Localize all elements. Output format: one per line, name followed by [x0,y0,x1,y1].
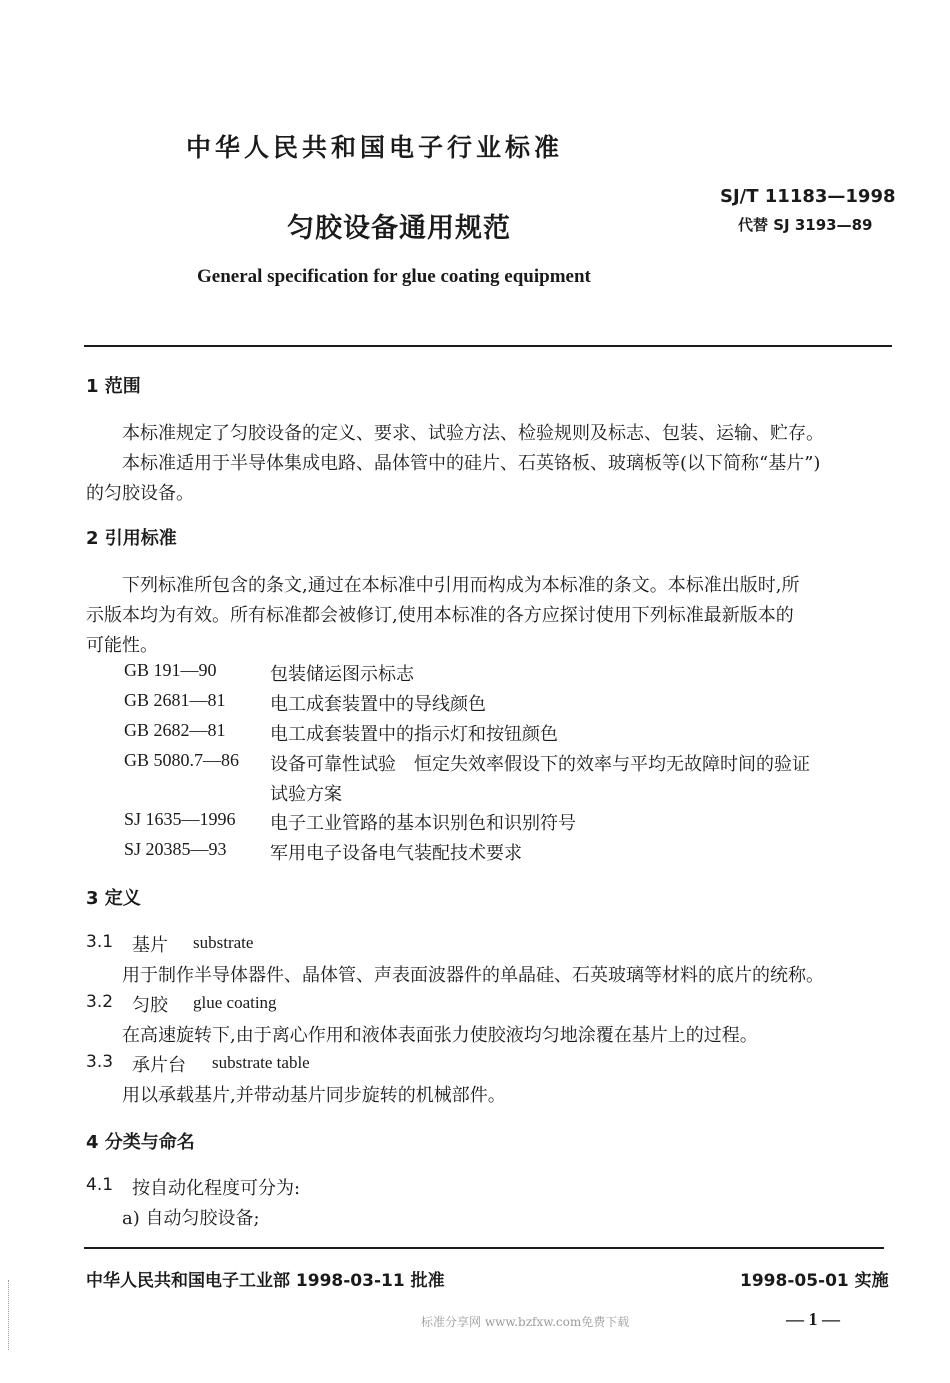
reference-code: GB 5080.7—86 [124,750,240,770]
reference-title: 电工成套装置中的导线颜色 [270,694,486,715]
definition-term-english: glue coating [193,993,277,1012]
page-number: — 1 — [786,1309,840,1329]
watermark-text: 标准分享网 www.bzfxw.com免费下载 [421,1315,630,1329]
footer-divider [84,1247,884,1249]
section-2-paragraph-line-1: 下列标准所包含的条文,通过在本标准中引用而构成为本标准的条文。本标准出版时,所 [122,575,800,596]
reference-title: 包装储运图示标志 [270,664,414,685]
section-1-heading: 1 范围 [86,376,141,397]
reference-title-continued: 试验方案 [270,784,342,805]
definition-term: 基片 [132,935,168,956]
standard-code: SJ/T 11183—1998 [720,186,896,207]
clause-4-1-number: 4.1 [86,1175,114,1195]
reference-code: GB 2682—81 [124,720,226,740]
header-divider [84,345,892,347]
definition-term-english: substrate table [212,1053,310,1072]
reference-code: SJ 1635—1996 [124,809,236,829]
definition-term: 承片台 [132,1055,186,1076]
clause-4-1-text: 按自动化程度可分为: [132,1178,301,1199]
section-3-heading: 3 定义 [86,888,141,909]
replaces-code: 代替 SJ 3193—89 [738,216,873,234]
definition-number: 3.1 [86,932,114,952]
definition-term: 匀胶 [132,995,168,1016]
reference-code: SJ 20385—93 [124,839,227,859]
section-1-paragraph-2-line-2: 的匀胶设备。 [86,483,194,504]
definition-text: 在高速旋转下,由于离心作用和液体表面张力使胶液均匀地涂覆在基片上的过程。 [122,1025,758,1046]
reference-code: GB 191—90 [124,660,217,680]
reference-title: 军用电子设备电气装配技术要求 [270,843,522,864]
section-2-heading: 2 引用标准 [86,528,177,549]
document-title: 匀胶设备通用规范 [287,213,511,244]
definition-text: 用于制作半导体器件、晶体管、声表面波器件的单晶硅、石英玻璃等材料的底片的统称。 [122,965,824,986]
document-title-english: General specification for glue coating equipment [197,266,591,287]
section-2-paragraph-line-3: 可能性。 [86,635,158,656]
reference-title: 设备可靠性试验 恒定失效率假设下的效率与平均无故障时间的验证 [270,754,810,775]
section-2-paragraph-line-2: 示版本均为有效。所有标准都会被修订,使用本标准的各方应探讨使用下列标准最新版本的 [86,605,794,626]
section-1-paragraph-1: 本标准规定了匀胶设备的定义、要求、试验方法、检验规则及标志、包装、运输、贮存。 [122,423,824,444]
section-4-heading: 4 分类与命名 [86,1132,195,1153]
definition-term-english: substrate [193,933,254,952]
reference-title: 电工成套装置中的指示灯和按钮颜色 [270,724,558,745]
reference-code: GB 2681—81 [124,690,226,710]
classification-item-a: a) 自动匀胶设备; [122,1208,260,1229]
standard-header-title: 中华人民共和国电子行业标准 [186,133,564,162]
scan-edge-mark [8,1280,19,1350]
reference-title: 电子工业管路的基本识别色和识别符号 [270,813,576,834]
section-1-paragraph-2-line-1: 本标准适用于半导体集成电路、晶体管中的硅片、石英铬板、玻璃板等(以下简称“基片”) [122,453,821,474]
effective-date: 1998-05-01 实施 [740,1271,889,1291]
approval-line: 中华人民共和国电子工业部 1998-03-11 批准 [86,1271,445,1291]
definition-number: 3.3 [86,1052,114,1072]
definition-number: 3.2 [86,992,114,1012]
definition-text: 用以承载基片,并带动基片同步旋转的机械部件。 [122,1085,506,1106]
